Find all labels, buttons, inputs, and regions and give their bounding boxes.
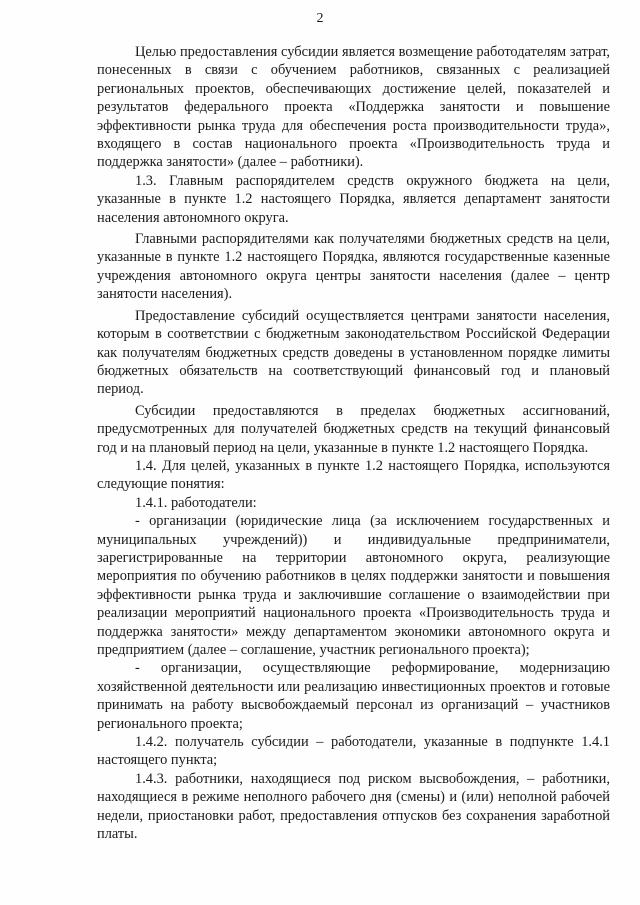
paragraph-main-managers: Главными распорядителями как получателями бюджетных средств на цели, указанные в пункте 1.2 настоящего Порядка, являются государственные казенные учреждения автономного округа центры занятости населения (далее – центр занятости населения). — [97, 231, 610, 303]
paragraph-1-4-2: 1.4.2. получатель субсидии – работодатели, указанные в подпункте 1.4.1 настоящего пункта; — [97, 734, 610, 769]
paragraph-subsidy-provision: Предоставление субсидий осуществляется центрами занятости населения, которым в соответствии с бюджетным законодательством Российской Федерации как получателям бюджетных средств доведены в установленном порядке лимиты бюджетных обязательств на соответствующий финансовый год и плановый период. — [97, 307, 610, 398]
paragraph-organizations-list: - организации (юридические лица (за исключением государственных и муниципальных учреждений)) и индивидуальные предприниматели, зарегистрированные на территории автономного округа, реализующие мероприятия по обучению работников в целях поддержки занятости и повышения эффективности рынка труда и заключившие соглашение о взаимодействии при реализации мероприятий национального проекта «Производительность труда и поддержка занятости» между департаментом экономики автономного округа и предприятием (далее – соглашение, участник регионального проекта); — [97, 513, 610, 658]
paragraph-organizations-reform: - организации, осуществляющие реформирование, модернизацию хозяйственной деятельности или реализацию инвестиционных проектов и готовые принимать на работу высвобождаемый персонал из организаций – участников регионального проекта; — [97, 660, 610, 732]
document-body — [97, 43, 610, 843]
paragraph-subsidy-purpose: Целью предоставления субсидии является возмещение работодателям затрат, понесенных в связи с обучением работников, связанных с реализацией региональных проектов, обеспечивающих достижение целей, показателей и результатов федерального проекта «Поддержка занятости и повышение эффективности рынка труда для обеспечения роста производительности труда», входящего в состав национального проекта «Производительность труда и поддержка занятости» (далее – работники). — [97, 44, 610, 171]
paragraph-1-4: 1.4. Для целей, указанных в пункте 1.2 настоящего Порядка, используются следующие понятия: — [97, 457, 610, 493]
paragraph-1-3: 1.3. Главным распорядителем средств окружного бюджета на цели, указанные в пункте 1.2 настоящего Порядка, является департамент занятости населения автономного округа. — [97, 172, 610, 226]
page-number: 2 — [316, 11, 324, 26]
paragraph-subsidy-limits: Субсидии предоставляются в пределах бюджетных ассигнований, предусмотренных для получателей бюджетных средств на текущий финансовый год и на плановый период на цели, указанные в пункте 1.2 настоящего Порядка. — [97, 402, 610, 456]
paragraph-1-4-3: 1.4.3. работники, находящиеся под риском высвобождения, – работники, находящиеся в режиме неполного рабочего дня (смены) и (или) неполной рабочей недели, приостановки работ, предоставления отпусков без сохранения заработной платы. — [97, 770, 610, 843]
paragraph-1-4-1: 1.4.1. работодатели: — [135, 494, 257, 511]
